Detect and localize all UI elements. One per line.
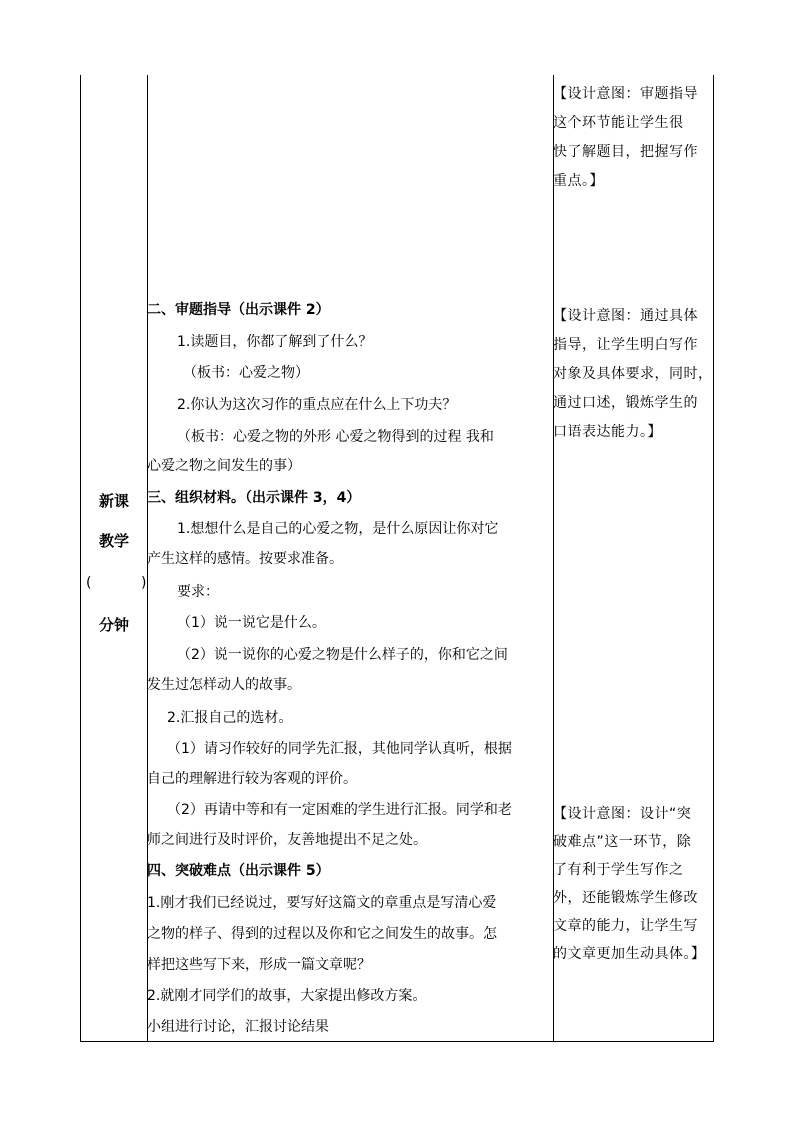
content-line: 自己的理解进行较为客观的评价。 <box>147 771 357 787</box>
note-line: 通过口述，锻炼学生的 <box>553 395 698 411</box>
content-line: （1）请习作较好的同学先汇报，其他同学认真听，根据 <box>167 741 512 757</box>
heading-review-topic: 二、审题指导（出示课件 2） <box>147 302 330 318</box>
content-line: 心爱之物之间发生的事） <box>147 458 301 474</box>
content-line: 1.读题目，你都了解到了什么？ <box>177 334 373 350</box>
note-line: 【设计意图：审题指导 <box>553 86 698 102</box>
note-line: 外，还能锻炼学生修改 <box>553 890 698 906</box>
note-line: 【设计意图：设计“突 <box>553 806 692 822</box>
content-line: 1.刚才我们已经说过，要写好这篇文的章重点是写清心爱 <box>147 895 497 911</box>
content-line: （2）再请中等和有一定困难的学生进行汇报。同学和老 <box>167 802 512 818</box>
note-line: 的文章更加生动具体。】 <box>553 946 706 962</box>
section-label-line-3: 分钟 <box>98 616 129 634</box>
content-line: （1）说一说它是什么。 <box>177 615 326 631</box>
content-line: 样把这些写下来，形成一篇文章呢？ <box>147 957 371 973</box>
duration-paren-open: ( <box>86 575 92 591</box>
note-line: 快了解题目，把握写作 <box>553 144 698 160</box>
content-line: 要求： <box>177 584 219 600</box>
note-line: 口语表达能力。】 <box>553 424 662 440</box>
content-line: 2.汇报自己的选材。 <box>167 710 293 726</box>
design-intent-note-2 <box>553 302 714 447</box>
note-line: 破难点”这一环节，除 <box>553 834 692 850</box>
duration-paren-close: ) <box>141 575 147 591</box>
section-label-line-1: 新课 <box>98 492 129 510</box>
design-intent-note-3 <box>553 800 714 968</box>
content-line: （2）说一说你的心爱之物是什么样子的，你和它之间 <box>177 647 508 663</box>
note-line: 这个环节能让学生很 <box>553 115 684 131</box>
note-line: 【设计意图：通过具体 <box>553 308 698 324</box>
section-label-line-2: 教学 <box>98 532 129 550</box>
note-line: 指导，让学生明白写作 <box>553 337 698 353</box>
note-line: 重点。】 <box>553 173 604 189</box>
content-line: 2.你认为这次习作的重点应在什么上下功夫？ <box>177 397 457 413</box>
heading-organize-material: 三、组织材料。（出示课件 3，4） <box>147 490 361 506</box>
content-line: （板书：心爱之物的外形 心爱之物得到的过程 我和 <box>177 429 494 445</box>
content-line: 2.就刚才同学们的故事，大家提出修改方案。 <box>147 988 427 1004</box>
content-line: 之物的样子、得到的过程以及你和它之间发生的故事。怎 <box>147 926 497 942</box>
content-line: 小组进行讨论，汇报讨论结果 <box>147 1019 329 1035</box>
content-line: 发生过怎样动人的故事。 <box>147 677 301 693</box>
content-line: 产生这样的感情。按要求准备。 <box>147 551 343 567</box>
note-line: 对象及具体要求，同时， <box>553 366 713 382</box>
content-line: 师之间进行及时评价，友善地提出不足之处。 <box>147 832 427 848</box>
heading-break-difficulty: 四、突破难点（出示课件 5） <box>147 863 330 879</box>
note-line: 文章的能力，让学生写 <box>553 918 698 934</box>
note-line: 了有利于学生写作之 <box>553 862 684 878</box>
design-intent-note-1 <box>553 80 714 196</box>
content-line: （板书：心爱之物） <box>183 365 309 381</box>
content-line: 1.想想什么是自己的心爱之物，是什么原因让你对它 <box>177 521 499 537</box>
